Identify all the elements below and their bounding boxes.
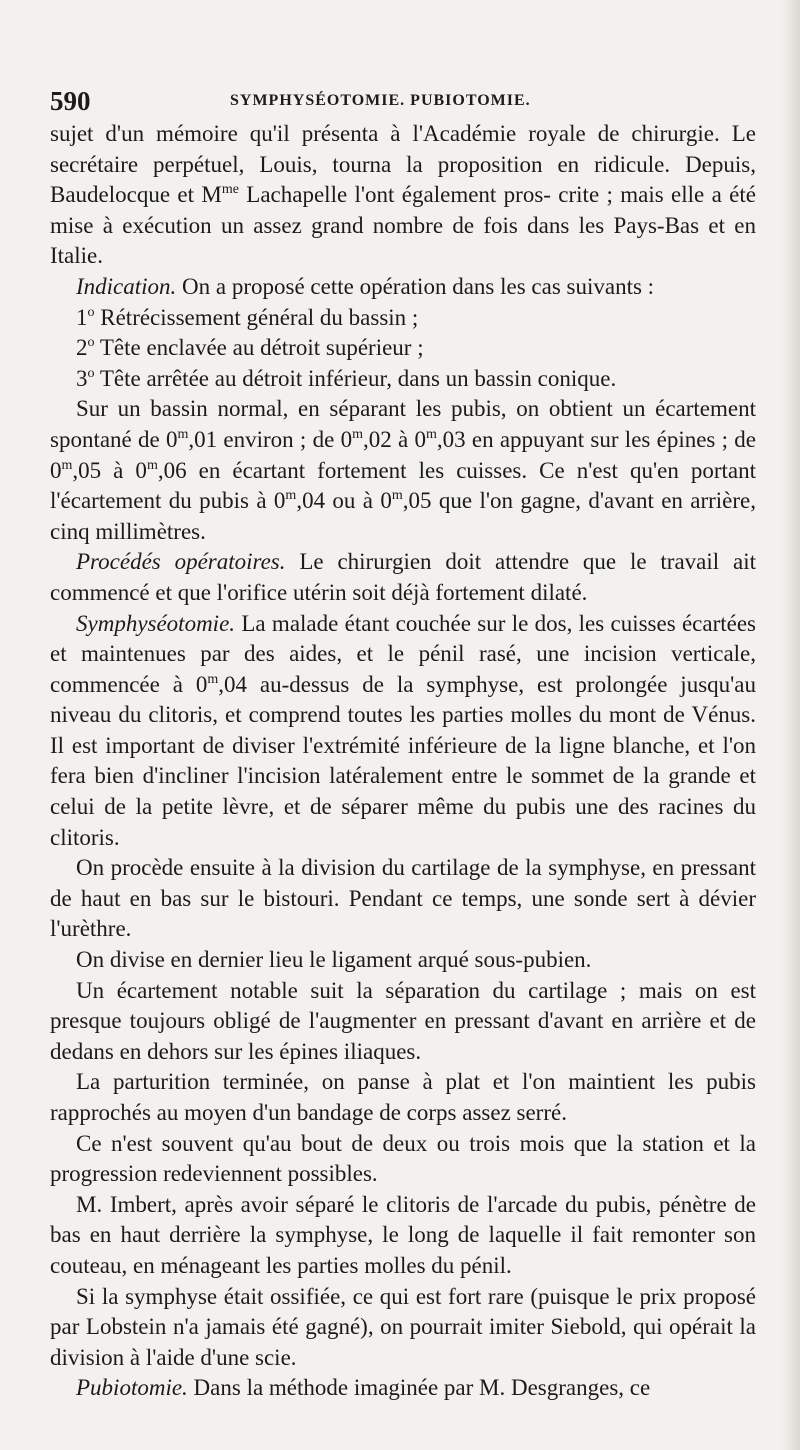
paragraph-text: Un écartement notable suit la séparation du cartilage ; mais on est presque toujours obligé de l'augmenter en pressant d'avant en arrière et de dedans en dehors sur les épines iliaques. xyxy=(50,977,756,1064)
paragraph-text: ,03 en appuyant sur les épines ; de 0 xyxy=(50,426,757,483)
superscript: o xyxy=(87,365,95,381)
superscript: o xyxy=(87,304,95,320)
superscript: m xyxy=(207,671,219,687)
paragraph-ossifiee xyxy=(50,1282,756,1374)
section-lead: Procédés opératoires. xyxy=(76,549,286,575)
paragraph-text: Lachapelle l'ont également pros- xyxy=(238,182,551,208)
superscript: m xyxy=(285,488,297,504)
body-text xyxy=(50,119,756,1404)
paragraph-text: sujet d'un mémoire qu'il présenta à l'Académie royale de chirurgie. Le secrétaire perpétuel, Louis, tourna la proposition en ridicule. Depuis, Baudelocque et M xyxy=(50,121,756,208)
superscript: m xyxy=(146,457,158,473)
list-number: 2 xyxy=(76,335,88,361)
list-number: 1 xyxy=(76,304,88,330)
section-lead: Pubiotomie. xyxy=(76,1375,188,1401)
paragraph-parturition xyxy=(50,1067,756,1128)
paragraph-text: ,05 que l'on gagne, d'avant en arrière, cinq millimètres. xyxy=(50,488,757,544)
paragraph-text: Si la symphyse était ossifiée, ce qui est fort rare (puisque le prix proposé par Lobstein n'a jamais été gagné), on pourrait imiter Siebold, qui opérait la division à l'aide d'une scie. xyxy=(50,1283,756,1370)
paragraph-text: M. Imbert, après avoir séparé le clitoris de l'arcade du pubis, pénètre de bas en haut derrière la symphyse, le long de laquelle il fait remonter son couteau, en ménageant les parties molles du pénil. xyxy=(50,1191,756,1278)
paragraph-bassin-normal xyxy=(50,394,756,547)
paragraph-symphyseotomie xyxy=(50,609,756,854)
paragraph-procedes xyxy=(50,547,756,608)
superscript: m xyxy=(352,426,363,442)
section-lead: Symphyséotomie. xyxy=(76,610,236,636)
superscript: m xyxy=(391,488,403,504)
paragraph-imbert xyxy=(50,1190,756,1282)
paragraph-text: ,05 à 0 xyxy=(72,457,147,483)
running-head: SYMPHYSÉOTOMIE. PUBIOTOMIE. xyxy=(230,92,531,109)
superscript: m xyxy=(61,457,73,473)
list-text: Tête enclavée au détroit supérieur ; xyxy=(94,335,424,361)
superscript: m xyxy=(425,426,437,442)
paragraph-text: ,04 au-dessus de la symphyse, est prolongée jusqu'au niveau du clitoris, et comprend toutes les parties molles du mont de Vénus. Il est important de diviser l'extrémité inférieure de la ligne blanche, et l'on fera bien d'incliner l'incision latéralement entre le sommet de la grande et celui de la petite lèvre, et de séparer même du pubis une des racines du clitoris. xyxy=(50,671,756,850)
list-text: Rétrécissement général du bassin ; xyxy=(94,304,419,330)
paragraph-text: crite ; mais elle a été mise à exécution un assez grand nombre de fois dans les Pays-Bas et en Italie. xyxy=(50,182,756,269)
paragraph-indication xyxy=(50,272,756,303)
paragraph-ligament xyxy=(50,945,756,976)
section-lead: Indication. xyxy=(76,273,177,299)
list-item xyxy=(50,303,756,334)
paragraph-station xyxy=(50,1129,756,1190)
superscript: m xyxy=(177,426,189,442)
paragraph-text: ,04 ou à 0 xyxy=(296,488,392,514)
paragraph-academie xyxy=(50,119,756,272)
list-item xyxy=(50,333,756,364)
paragraph-text: Sur un bassin normal, en séparant les pubis, on obtient un écartement spontané de 0 xyxy=(50,396,756,452)
paragraph-text: ,01 environ ; de 0 xyxy=(188,426,353,452)
list-item xyxy=(50,364,756,395)
paragraph-text: On a proposé cette opération dans les cas suivants : xyxy=(176,273,655,299)
superscript: o xyxy=(87,335,95,351)
paragraph-text: La parturition terminée, on panse à plat et l'on maintient les pubis rapprochés au moyen d'un bandage de corps assez serré. xyxy=(50,1069,756,1125)
paragraph-ecartement xyxy=(50,976,756,1068)
paragraph-pubiotomie xyxy=(50,1373,756,1404)
paragraph-text: Dans la méthode imaginée par M. Desgranges, ce xyxy=(187,1375,651,1401)
list-number: 3 xyxy=(76,365,88,391)
list-text: Tête arrêtée au détroit inférieur, dans un bassin conique. xyxy=(94,365,617,391)
paragraph-text: Le chirurgien doit attendre que le travail ait commencé et que l'orifice utérin soit déjà fortement dilaté. xyxy=(50,549,756,605)
paragraph-text: ,06 en écartant fortement les cuisses. Ce n'est qu'en portant l'écartement du pubis à 0 xyxy=(50,457,756,514)
page-edge-shadow xyxy=(782,0,800,1450)
paragraph-text: ,02 à 0 xyxy=(362,426,426,452)
superscript: me xyxy=(221,182,239,198)
page-header xyxy=(50,86,750,118)
page-number: 590 xyxy=(50,86,91,116)
paragraph-text: On procède ensuite à la division du cartilage de la symphyse, en pressant de haut en bas sur le bistouri. Pendant ce temps, une sonde sert à dévier l'urèthre. xyxy=(50,855,756,942)
paragraph-text: On divise en dernier lieu le ligament arqué sous-pubien. xyxy=(76,947,592,973)
paragraph-text: La malade étant couchée sur le dos, les cuisses écartées et maintenues par des aides, et le pénil rasé, une incision verticale, commencée à 0 xyxy=(50,610,756,697)
paragraph-cartilage xyxy=(50,853,756,945)
paragraph-text: Ce n'est souvent qu'au bout de deux ou trois mois que la station et la progression redeviennent possibles. xyxy=(50,1130,756,1187)
